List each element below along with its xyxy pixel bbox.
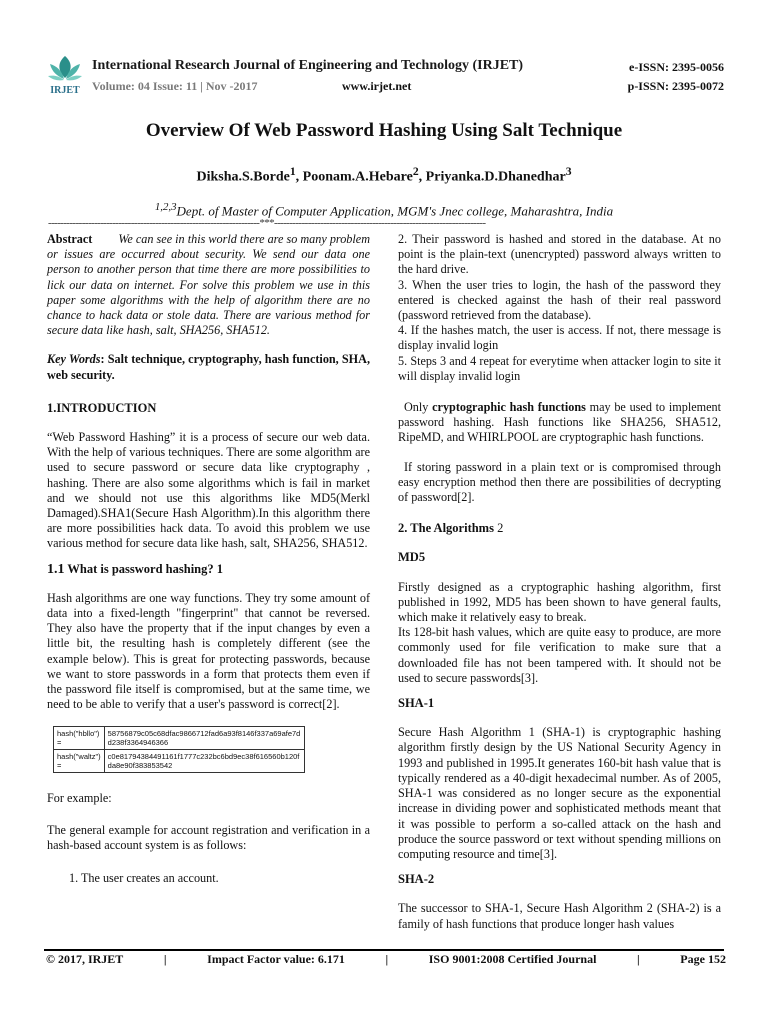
svg-text:IRJET: IRJET	[50, 85, 80, 96]
heading-sha1: SHA-1	[398, 696, 435, 711]
left-column	[47, 232, 370, 896]
for-example: For example:	[47, 791, 112, 806]
heading-introduction: 1.INTRODUCTION	[47, 400, 157, 415]
abstract-label: Abstract	[47, 232, 93, 246]
section-divider: ---------------------------------------------------------------------***---------------------------------------------------------------------	[48, 217, 486, 229]
sha1-paragraph: Secure Hash Algorithm 1 (SHA-1) is cryptographic hashing algorithm firstly design by the US National Security Agency in 1993 and published in 1995.It generates 160-bit hash value that is typically rendered as a 40-digit hexadecimal number. As of 2005, SHA-1 was considered as no longer secure as the exponential increase in dividing power and sophisticated methods meant that it was possible to perform a so-called attack on the hash and produce the source password or text without spending millions on computing resource and time[3].	[398, 725, 721, 861]
intro-paragraph: “Web Password Hashing” it is a process of secure our web data. With the help of various techniques. There are some algorithm are used to secure password or secure data like cryptography , hashing. There are also some algorithms which is fail in market and we should not use this algorithms like MD5(Merkl Damaged).SHA1(Secure Hash Algorithm).In this algorithm there are more possibilities hack data. To avoid this problem we use various method for secure data like hash, salt, SHA256, SHA512.	[47, 430, 370, 551]
step-1: 1. The user creates an account.	[69, 871, 219, 886]
e-issn: e-ISSN: 2395-0056	[629, 60, 724, 74]
table-row	[54, 727, 305, 750]
hash-output-cell: 58756879c05c68dfac9866712fad6a93f8146f337a69afe7dd238f3364946366	[104, 727, 304, 750]
footer-rule	[44, 949, 724, 951]
md5-paragraph-2: Its 128-bit hash values, which are quite easy to produce, are more commonly used for file verification to make sure that a downloaded file has not been tampered with. It should not be used to secure passwords[3].	[398, 625, 721, 685]
right-column	[398, 232, 721, 942]
keywords: Key Words: Salt technique, cryptography, hash function, SHA, web security.	[47, 352, 370, 382]
hash-example-table	[53, 726, 305, 773]
crypto-hash-paragraph: Only cryptographic hash functions may be used to implement password hashing. Hash functions like SHA256, SHA512, RipeMD, and WHIRLPOOL are cryptographic hash functions.	[398, 400, 721, 445]
abstract: Abstract We can see in this world there are so many problem or issues are occurred about security. We send our data one person to another person that time there are more possibilities to lick our data on internet. For solve this problem we use in this paper some algorithms with the help of algorithm there are no chance to hack data or stole data. There are various method for secure data like hash, salt, SHA256, SHA512.	[47, 232, 370, 338]
table-row	[54, 750, 305, 773]
heading-md5: MD5	[398, 550, 426, 565]
step-4: 4. If the hashes match, the user is access. If not, there message is display invalid login	[398, 323, 721, 353]
footer-iso: ISO 9001:2008 Certified Journal	[428, 952, 597, 966]
md5-paragraph-1: Firstly designed as a cryptographic hashing algorithm, first published in 1992, MD5 has been shown to have general faults, which make it relatively easy to break.	[398, 579, 721, 625]
hash-output-cell: c0e81794384491161f1777c232bc6bd9ec38f616560b120fda8e90f383853542	[104, 750, 304, 773]
hash-input-cell: hash("hbllo") =	[54, 727, 105, 750]
journal-website[interactable]: www.irjet.net	[342, 79, 412, 93]
heading-sha2: SHA-2	[398, 872, 435, 887]
step-3: 3. When the user tries to login, the hash of the password they entered is checked against the hash of their real password (password retrieved from the database).	[398, 277, 721, 323]
footer-impact-factor: Impact Factor value: 6.171	[207, 952, 345, 966]
footer-copyright: © 2017, IRJET	[46, 952, 124, 966]
journal-title: International Research Journal of Engineering and Technology (IRJET)	[92, 58, 524, 73]
hashing-paragraph: Hash algorithms are one way functions. They try some amount of data into a fixed-length "fingerprint" that cannot be reversed. They also have the property that if the input changes by even a little bit, the resulting hash is completely different (see the example below). This is great for protecting passwords, because we want to store passwords in a form that protects them even if the password file itself is compromised, but at the same time, we need to be able to verify that a user's password is correct[2].	[47, 590, 370, 712]
sha2-paragraph: The successor to SHA-1, Secure Hash Algorithm 2 (SHA-2) is a family of hash functions that produce longer hash values	[398, 901, 721, 931]
general-example: The general example for account registration and verification in a hash-based account system is as follows:	[47, 822, 370, 852]
journal-footer	[46, 952, 726, 967]
issue-info: Volume: 04 Issue: 11 | Nov -2017	[92, 79, 258, 93]
p-issn: p-ISSN: 2395-0072	[627, 79, 724, 93]
paper-title: Overview Of Web Password Hashing Using Salt Technique	[145, 120, 623, 141]
journal-header	[44, 52, 726, 96]
affiliation: $^{1,2,3}$Dept. of Master of Computer Application, MGM's Jnec college, Maharashtra, India	[154, 201, 614, 219]
steps-list	[398, 232, 721, 384]
irjet-logo-icon	[44, 52, 86, 96]
footer-separator: |	[385, 952, 389, 966]
footer-page-number: Page 152	[680, 952, 726, 966]
paper-authors: Diksha.S.Borde$^1$, Poonam.A.Hebare$^2$, Priyanka.D.Dhanedhar$^3$	[196, 165, 572, 185]
footer-separator: |	[637, 952, 640, 966]
hash-input-cell: hash("waltz") =	[54, 750, 105, 773]
storing-paragraph: If storing password in a plain text or is compromised through easy encryption method then there are possibilities of decrypting of password[2].	[398, 459, 721, 505]
heading-what-is-hashing: 1.1 What is password hashing? 1	[47, 561, 224, 577]
step-5: 5. Steps 3 and 4 repeat for everytime when attacker login to site it will display invalid login	[398, 353, 721, 383]
step-2: 2. Their password is hashed and stored in the database. At no point is the plain-text (unencrypted) password always written to the hard drive.	[398, 232, 721, 277]
footer-separator: |	[163, 952, 167, 966]
heading-algorithms: 2. The Algorithms 2	[398, 521, 504, 536]
